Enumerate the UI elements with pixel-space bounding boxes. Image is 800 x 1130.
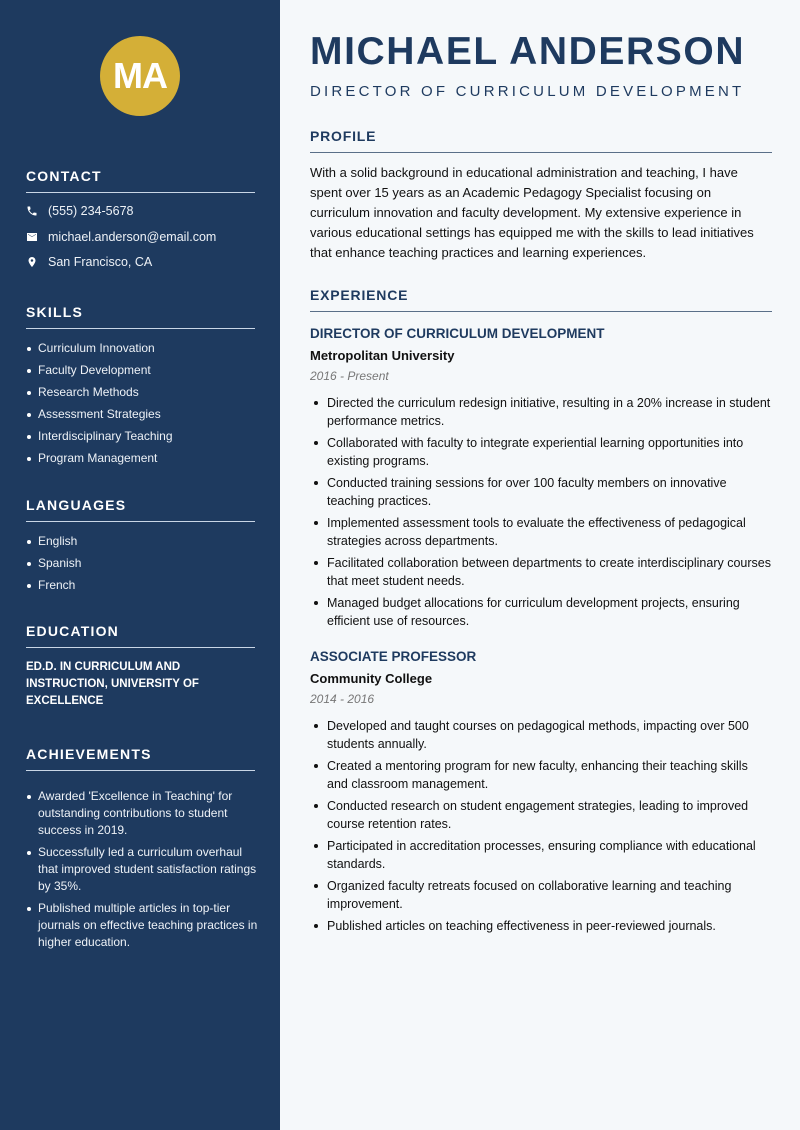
list-item: Managed budget allocations for curriculum development projects, ensuring efficient use of resources.: [310, 594, 772, 630]
list-item: Conducted research on student engagement strategies, leading to improved course retention rates.: [310, 797, 772, 833]
email-icon: [26, 231, 38, 243]
profile-text: With a solid background in educational administration and teaching, I have spent over 15 years as an Academic Pedagogy Specialist focusing on curriculum innovation and faculty development. My extensive experience in various educational settings has equipped me with the skills to lead initiatives that enhance teaching practices and learning experiences.: [310, 165, 754, 260]
location-text: San Francisco, CA: [48, 255, 153, 269]
job-company: Community College: [310, 671, 433, 686]
avatar: MA: [100, 36, 180, 116]
email-text[interactable]: michael.anderson@email.com: [48, 230, 217, 244]
list-item: Awarded 'Excellence in Teaching' for outstanding contributions to student success in 2019.: [26, 788, 258, 839]
job-company: Metropolitan University: [310, 348, 455, 363]
sidebar: [0, 0, 280, 1130]
list-item: Conducted training sessions for over 100 faculty members on innovative teaching practices.: [310, 474, 772, 510]
list-item: Collaborated with faculty to integrate experiential learning opportunities into existing programs.: [310, 434, 772, 470]
contact-phone: [26, 204, 133, 218]
job-title: DIRECTOR OF CURRICULUM DEVELOPMENT: [310, 326, 605, 341]
job-bullets: [310, 394, 772, 630]
job-entry: [310, 649, 772, 939]
education-entry: ED.D. IN CURRICULUM AND INSTRUCTION, UNIVERSITY OF EXCELLENCE: [26, 661, 199, 707]
profile-heading: PROFILE: [310, 128, 772, 153]
languages-heading: LANGUAGES: [26, 497, 255, 522]
list-item: Created a mentoring program for new faculty, enhancing their teaching skills and classroom management.: [310, 757, 772, 793]
skills-list: [26, 337, 261, 469]
job-dates: 2014 - 2016: [310, 692, 375, 706]
list-item: Program Management: [26, 447, 261, 469]
experience-heading: EXPERIENCE: [310, 287, 772, 312]
list-item: Organized faculty retreats focused on collaborative learning and teaching improvement.: [310, 877, 772, 913]
list-item: Assessment Strategies: [26, 403, 261, 425]
list-item: Participated in accreditation processes, ensuring compliance with educational standards.: [310, 837, 772, 873]
list-item: Faculty Development: [26, 359, 261, 381]
list-item: Implemented assessment tools to evaluate the effectiveness of pedagogical strategies across departments.: [310, 514, 772, 550]
list-item: Published multiple articles in top-tier journals on effective teaching practices in higher education.: [26, 900, 258, 951]
list-item: Published articles on teaching effectiveness in peer-reviewed journals.: [310, 917, 772, 935]
location-pin-icon: [26, 256, 38, 268]
list-item: Interdisciplinary Teaching: [26, 425, 261, 447]
list-item: Developed and taught courses on pedagogical methods, impacting over 500 students annually.: [310, 717, 772, 753]
list-item: Spanish: [26, 552, 261, 574]
contact-email: [26, 230, 216, 244]
job-bullets: [310, 717, 772, 935]
list-item: Facilitated collaboration between departments to create interdisciplinary courses that meet student needs.: [310, 554, 772, 590]
skills-heading: SKILLS: [26, 304, 255, 329]
list-item: French: [26, 574, 261, 596]
list-item: Directed the curriculum redesign initiative, resulting in a 20% increase in student performance metrics.: [310, 394, 772, 430]
list-item: Research Methods: [26, 381, 261, 403]
languages-list: [26, 530, 261, 596]
achievements-list: [26, 788, 258, 956]
phone-icon: [26, 205, 38, 217]
job-dates: 2016 - Present: [310, 369, 389, 383]
list-item: English: [26, 530, 261, 552]
contact-location: [26, 255, 152, 269]
list-item: Curriculum Innovation: [26, 337, 261, 359]
job-entry: [310, 326, 772, 634]
achievements-heading: ACHIEVEMENTS: [26, 746, 255, 771]
phone-text: (555) 234-5678: [48, 204, 134, 218]
contact-heading: CONTACT: [26, 168, 255, 193]
candidate-name: MICHAEL ANDERSON: [310, 30, 746, 73]
list-item: Successfully led a curriculum overhaul that improved student satisfaction ratings by 35%.: [26, 844, 258, 895]
job-title: ASSOCIATE PROFESSOR: [310, 649, 477, 664]
candidate-role: DIRECTOR OF CURRICULUM DEVELOPMENT: [310, 83, 745, 100]
education-heading: EDUCATION: [26, 623, 255, 648]
